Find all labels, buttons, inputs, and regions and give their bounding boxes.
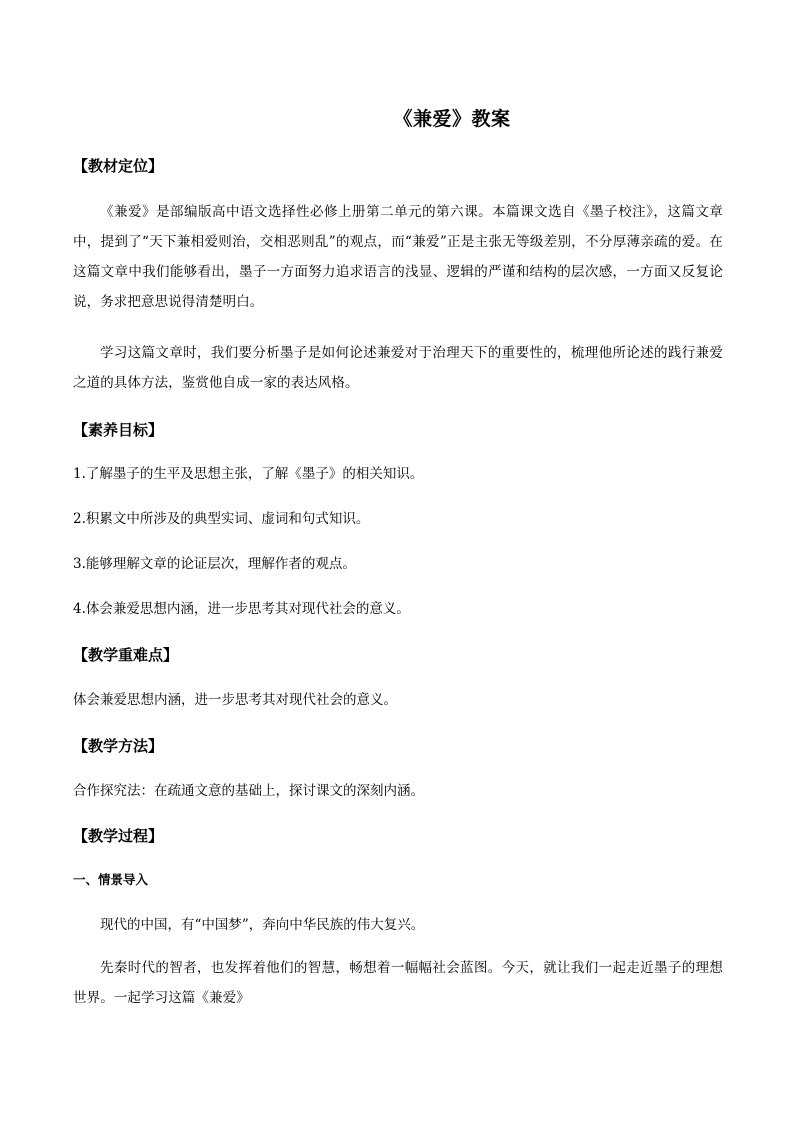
goal-item-4: 4.体会兼爱思想内涵，进一步思考其对现代社会的意义。 <box>73 601 410 617</box>
heading-teaching-method: 【教学方法】 <box>73 737 164 755</box>
heading-literacy-goals: 【素养目标】 <box>73 421 164 439</box>
heading-key-difficulties: 【教学重难点】 <box>73 646 179 664</box>
document-title: 《兼爱》教案 <box>393 108 511 130</box>
paragraph-textbook-intro: 《兼爱》是部编版高中语文选择性必修上册第二单元的第六课。本篇课文选自《墨子校注》，这篇文章中，提到了“天下兼相爱则治，交相恶则乱”的观点，而“兼爱”正是主张无等级差别，不分厚薄亲疏的爱。在这篇文章中我们能够看出，墨子一方面努力追求语言的浅显、逻辑的严谨和结构的层次感，一方面又反复论说，务求把意思说得清楚明白。 <box>73 204 723 310</box>
heading-teaching-process: 【教学过程】 <box>73 827 164 845</box>
process-paragraph-2: 先秦时代的智者，也发挥着他们的智慧，畅想着一幅幅社会蓝图。今天，就让我们一起走近墨子的理想世界。一起学习这篇《兼爱》 <box>73 960 723 1006</box>
subheading-scene-intro: 一、情景导入 <box>73 872 149 887</box>
goal-item-1: 1.了解墨子的生平及思想主张，了解《墨子》的相关知识。 <box>73 466 424 482</box>
teaching-method-text: 合作探究法：在疏通文意的基础上，探讨课文的深刻内涵。 <box>73 783 424 799</box>
goal-item-2: 2.积累文中所涉及的典型实词、虚词和句式知识。 <box>73 511 370 527</box>
paragraph-learning-approach: 学习这篇文章时，我们要分析墨子是如何论述兼爱对于治理天下的重要性的，梳理他所论述的践行兼爱之道的具体方法，鉴赏他自成一家的表达风格。 <box>73 345 723 391</box>
heading-textbook-position: 【教材定位】 <box>73 157 164 175</box>
process-paragraph-1: 现代的中国，有“中国梦”，奔向中华民族的伟大复兴。 <box>100 917 425 933</box>
key-difficulties-text: 体会兼爱思想内涵，进一步思考其对现代社会的意义。 <box>73 692 397 708</box>
goal-item-3: 3.能够理解文章的论证层次，理解作者的观点。 <box>73 556 356 572</box>
